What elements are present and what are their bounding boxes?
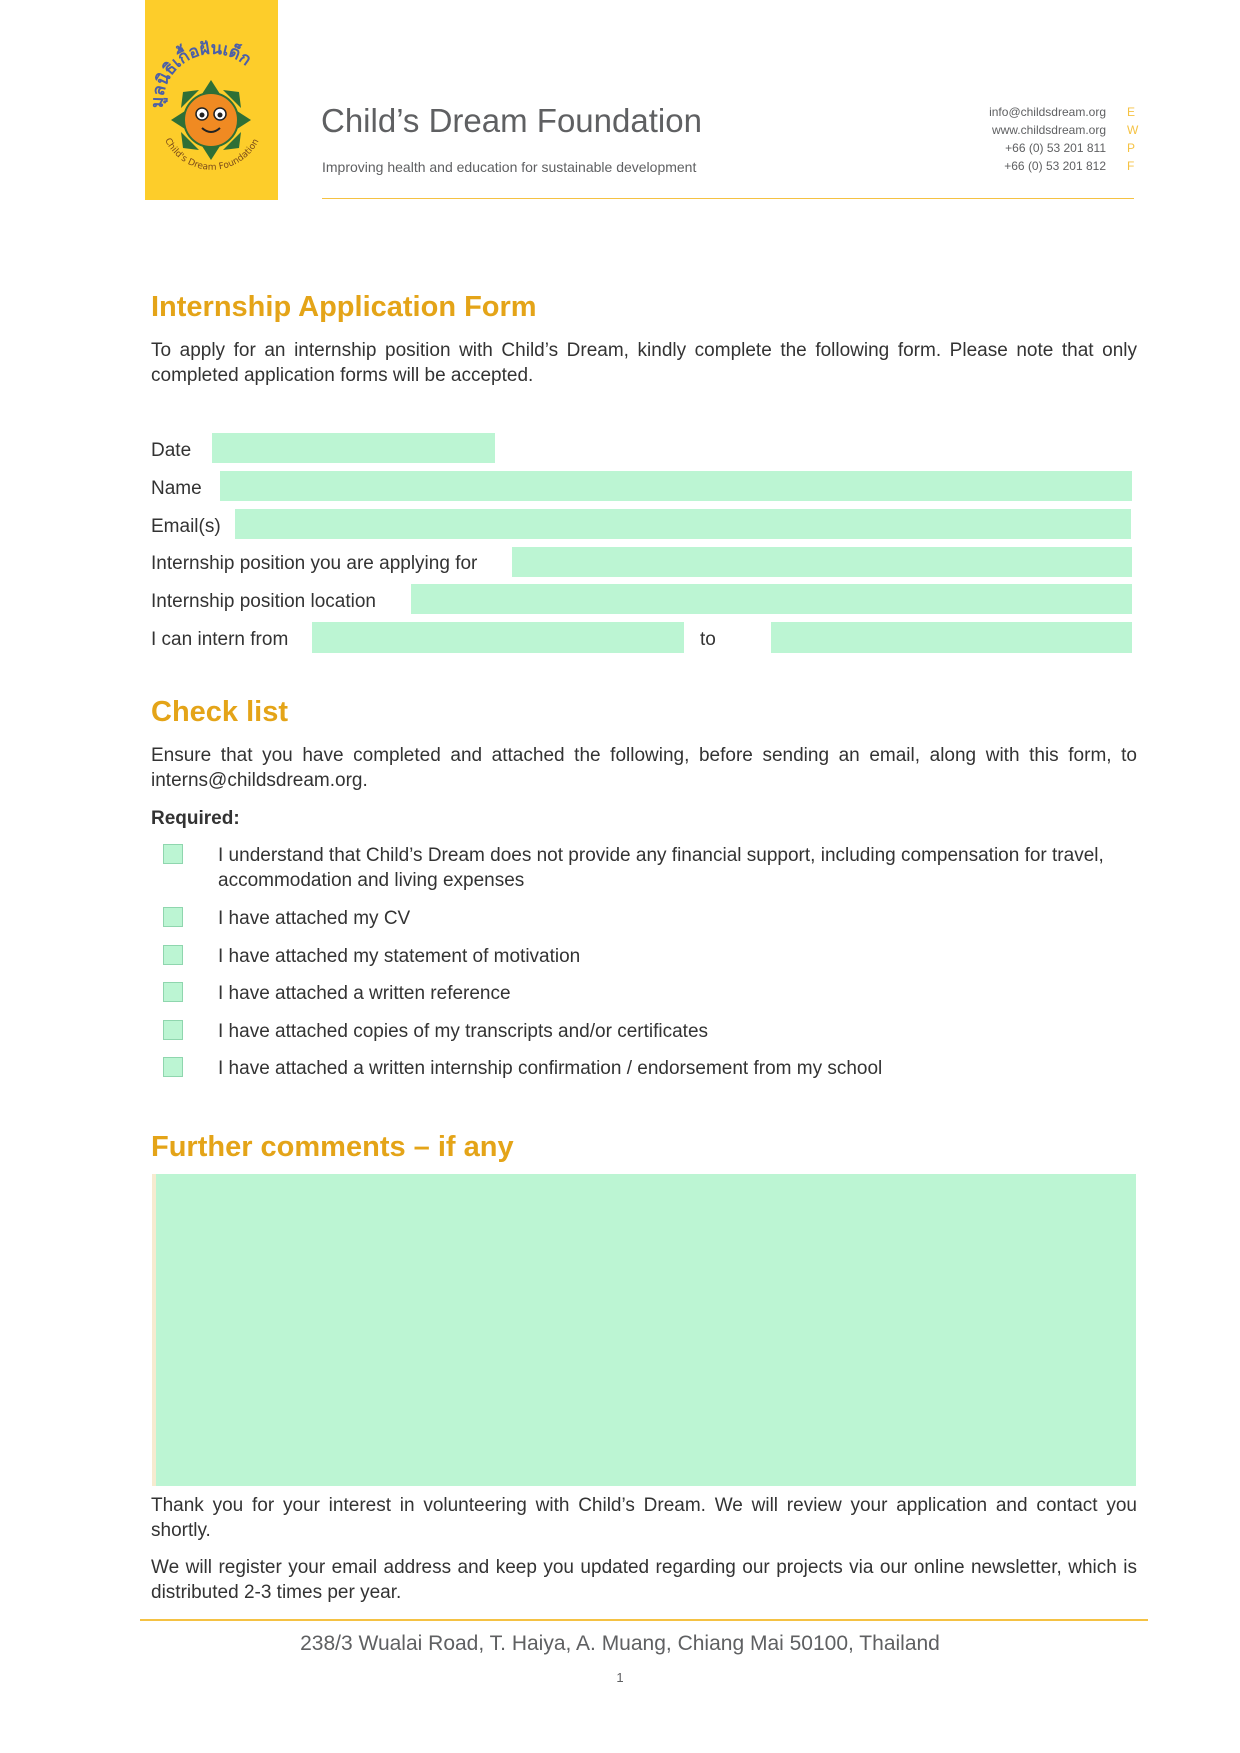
comments-title: Further comments – if any — [151, 1131, 514, 1163]
date-field[interactable] — [212, 433, 495, 463]
name-label: Name — [151, 478, 202, 499]
position-field[interactable] — [512, 547, 1132, 577]
name-field[interactable] — [220, 471, 1132, 501]
contact-key-e: E — [1127, 105, 1136, 119]
checklist-item-label: I have attached a written reference — [218, 983, 511, 1004]
required-label: Required: — [151, 808, 240, 829]
contact-phone: +66 (0) 53 201 811 — [1005, 141, 1106, 155]
header-divider — [322, 198, 1134, 199]
checklist-item-label: I have attached copies of my transcripts and/or certificates — [218, 1021, 709, 1042]
org-name: Child’s Dream Foundation — [321, 102, 702, 139]
checklist-intro: Ensure that you have completed and attached the following, before sending an email, along with this form, to interns@childsdream.org. — [151, 745, 1137, 791]
checkbox-motivation[interactable] — [163, 945, 183, 965]
checkbox-reference[interactable] — [163, 982, 183, 1002]
contact-key-w: W — [1127, 123, 1139, 137]
email-field[interactable] — [235, 509, 1131, 539]
intern-from-field[interactable] — [312, 622, 684, 653]
checklist-title: Check list — [151, 696, 288, 728]
contact-key-f: F — [1127, 159, 1135, 173]
form-title: Internship Application Form — [151, 291, 537, 323]
comments-field[interactable] — [152, 1174, 1136, 1486]
intern-to-field[interactable] — [771, 622, 1132, 653]
logo-thai-text: มูลนิธิเกื้อฝันเด็ก — [147, 38, 255, 109]
checklist-item-label: I have attached my CV — [218, 908, 411, 929]
date-label: Date — [151, 440, 192, 461]
checklist-item — [163, 906, 1158, 931]
page-number: 1 — [616, 1670, 624, 1685]
checkbox-school-endorsement[interactable] — [163, 1057, 183, 1077]
position-label: Internship position you are applying for — [151, 553, 478, 574]
checklist-item-label: I have attached my statement of motivation — [218, 946, 581, 967]
footer-address: 238/3 Wualai Road, T. Haiya, A. Muang, Chiang Mai 50100, Thailand — [300, 1632, 940, 1655]
checklist-item — [163, 1019, 1158, 1044]
org-tagline: Improving health and education for sustainable development — [322, 159, 697, 175]
checkbox-no-financial-support[interactable] — [163, 844, 183, 864]
location-field[interactable] — [411, 584, 1132, 614]
newsletter-text: We will register your email address and keep you updated regarding our projects via our online newsletter, which is distributed 2-3 times per year. — [151, 1557, 1137, 1603]
checklist-item — [163, 981, 1158, 1006]
checklist-item-label: I understand that Child’s Dream does not provide any financial support, including compensation for travel, accommodation and living expenses — [218, 845, 1104, 891]
contact-fax: +66 (0) 53 201 812 — [1004, 159, 1106, 173]
checklist-item-label: I have attached a written internship confirmation / endorsement from my school — [218, 1058, 883, 1079]
intern-from-label: I can intern from — [151, 629, 289, 650]
checklist-item — [163, 843, 1158, 893]
checkbox-transcripts[interactable] — [163, 1020, 183, 1040]
contact-email: info@childsdream.org — [989, 105, 1106, 119]
checklist-item — [163, 944, 1158, 969]
checklist-item — [163, 1056, 1158, 1081]
checkbox-cv[interactable] — [163, 907, 183, 927]
thanks-text: Thank you for your interest in volunteering with Child’s Dream. We will review your application and contact you shortly. — [151, 1495, 1137, 1541]
contact-website: www.childsdream.org — [991, 123, 1106, 137]
sun-logo-icon — [145, 0, 278, 200]
logo-english-text: Child's Dream Foundation — [162, 136, 262, 173]
email-label: Email(s) — [151, 516, 221, 537]
footer-divider — [140, 1619, 1148, 1621]
contact-key-p: P — [1127, 141, 1136, 155]
form-intro: To apply for an internship position with Child’s Dream, kindly complete the following form. Please note that only completed application forms will be accepted. — [151, 340, 1137, 386]
location-label: Internship position location — [151, 591, 376, 612]
logo — [145, 0, 278, 200]
intern-to-label: to — [700, 629, 716, 650]
